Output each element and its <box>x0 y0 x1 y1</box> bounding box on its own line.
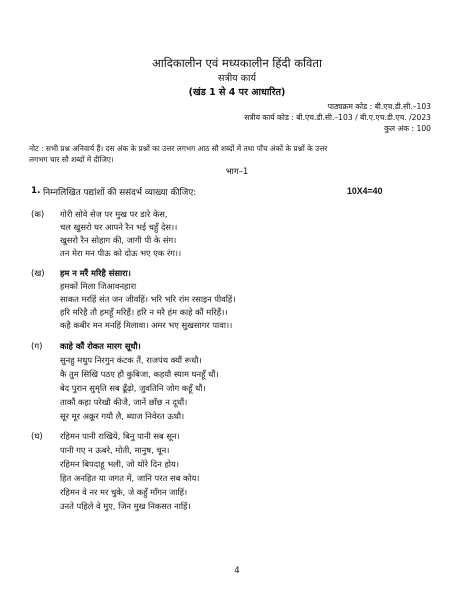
question-text: निम्नलिखित पद्यांशों की ससंदर्भ व्याख्या कीजिए: <box>43 188 197 198</box>
passage-line: सूर मूर अक्रूर गयौ लै, ब्याज निवेरत ऊधौ। <box>60 411 185 421</box>
passage-label: (घ) <box>31 432 43 442</box>
assignment-code: सत्रीय कार्य कोड : बी.एच.डी.सी.–103 / बी.ए.एच.डी.एच. /2023 <box>244 113 431 122</box>
course-code: पाठ्यक्रम कोड : बी.एच.डी.सी.–103 <box>327 102 431 111</box>
block-range: (खंड 1 से 4 पर आधारित) <box>188 87 286 98</box>
passage-label: (ख) <box>31 269 45 279</box>
passage-line: साकत मरहिं संत जन जीवहिं। भरि भरि रांम रसाइन पीवहिं। <box>60 294 236 304</box>
passage-line: चल खुसरो घर आपने रैन भई चहुँ देस।। <box>60 222 178 232</box>
page-number: 4 <box>234 566 240 576</box>
passage-line: रहिमन वे नर मर चुके, जे कहुँ माँगन जाहिं। <box>60 487 188 497</box>
total-marks: कुल अंक : 100 <box>384 124 431 133</box>
passage-line: हित अनहित या जगत में, जानि परत सब कोय। <box>60 473 200 483</box>
passage-line: उनते पहिले वे मुए, जिन मुख निकसत नाहिं। <box>60 501 191 511</box>
page-title: आदिकालीन एवं मध्यकालीन हिंदी कविता <box>152 56 322 70</box>
passage-line: बेद पुरान सुमृति सब ढूँढ़ो, जुवतिनि जोग कहूँ धौं। <box>60 383 206 393</box>
passage-line: कहै कबीर मन मनहिं मिलावा। अमर भए सुखसागर पावा।। <box>60 320 233 330</box>
passage-label: (ग) <box>31 342 43 352</box>
section-heading: भाग–1 <box>225 167 249 177</box>
passage-line: तन मेरा मन पीऊ को दोऊ भए एक रंग।। <box>60 248 182 258</box>
passage-line: गोरी सोवे सेज पर मुख पर डारे केस, <box>60 209 168 219</box>
passage-line: ताकौं कहा परेखौ कीजै, जानें छाँछ न दूधौं। <box>60 397 188 407</box>
passage-line: हरि मरिहै तौ हमहूँ मरिहैं। हरि न मरै हंम काहे कौं मरिहैं।। <box>60 307 228 317</box>
passage-line: सुनहु मधुप निरगुन कंटक तैं, राजपंथ क्यौं रूधौ। <box>60 355 202 365</box>
passage-line: खुसरो रैन सोहाग की, जागी पी के संग। <box>60 235 177 245</box>
passage-line: पानी गए न ऊबरे, मोती, मानुष, चून। <box>60 445 170 455</box>
passage-line: कै तुम सिखि पठए हौ कुबिजा, कहयौ स्याम घनहूँ धौं। <box>60 369 219 379</box>
passage-line: काहे कौं रोकत मारग सूधौ। <box>60 341 141 351</box>
passage-label: (क) <box>31 210 45 220</box>
passage-line: हम न मरैं मरिहै संसारा। <box>60 268 131 278</box>
passage-line: रहिमन पानी राखिये, बिनु पानी सब सून। <box>60 431 180 441</box>
page-subtitle: सत्रीय कार्य <box>218 73 256 84</box>
note-line-1: नोट : सभी प्रश्न अनिवार्य हैं। दस अंक के प्रश्नों का उत्तर लगभग आठ सौ शब्दों में तथा पाँच अंकों के प्रश्नों के उत्तर <box>29 144 328 153</box>
question-number: 1. <box>31 186 41 196</box>
passage-line: हमकों मिला जिआवनहारा <box>60 281 137 291</box>
question-marks: 10X4=40 <box>347 186 383 196</box>
passage-line: रहिमन बिपदाहू भली, जो थोरे दिन होय। <box>60 459 179 469</box>
note-line-2: लगभग चार सौ शब्दों में दीजिए। <box>29 155 114 164</box>
